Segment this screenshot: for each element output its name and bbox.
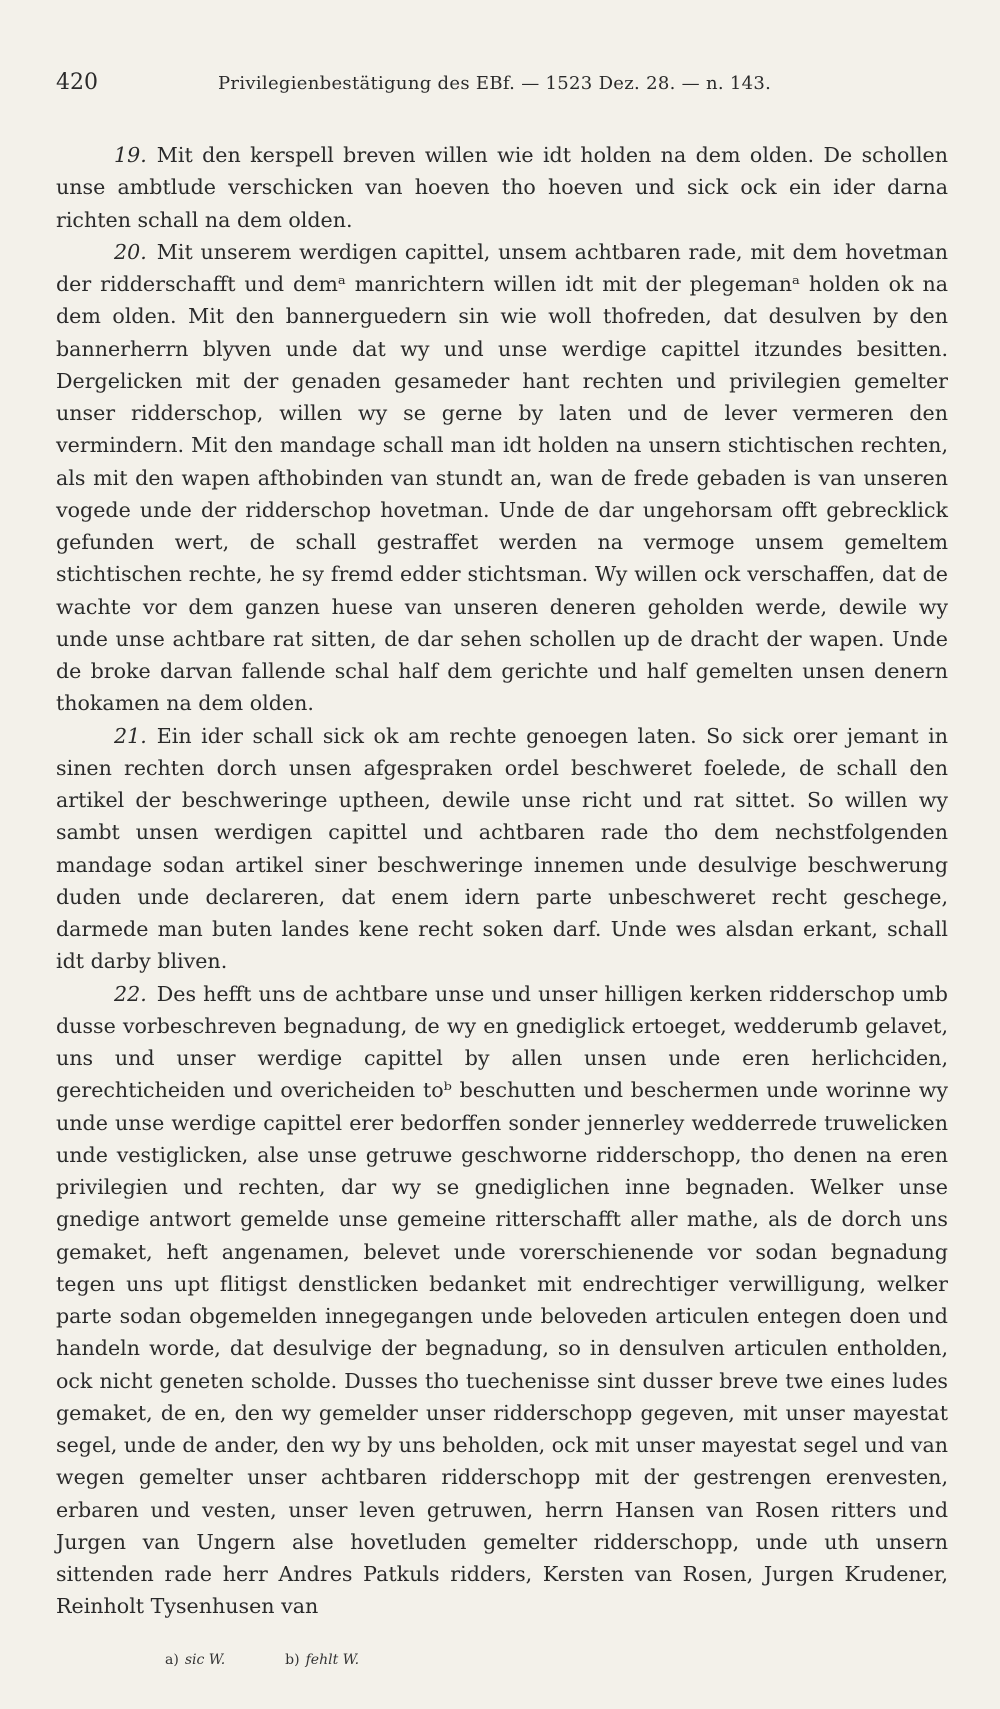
paragraph-number: 21. [114,723,147,748]
paragraph-20 [56,236,948,720]
paragraph-text: Ein ider schall sick ok am rechte genoegen laten. So sick orer jemant in sinen rechten dorch unsen afgespraken ordel beschweret foelede, de schall den artikel der beschweringe uptheen, dewile unse richt und rat sittet. So willen wy sambt unsen werdigen capittel und achtbaren rade tho dem nechstfolgenden mandage sodan artikel siner beschweringe innemen unde desulvige beschwerung duden unde declareren, dat enem idern parte unbeschweret recht geschege, darmede man buten landes kene recht soken darf. Unde wes alsdan erkant, schall idt darby bliven. [56,723,948,974]
body-text [56,139,948,1623]
footnote-a [165,1652,225,1668]
paragraph-number: 20. [114,239,147,264]
footnote-text: sic W. [184,1652,226,1668]
footnotes [165,1652,359,1668]
paragraph-text: Mit unserem werdigen capittel, unsem achtbaren rade, mit dem hovetman der ridderschafft und demᵃ manrichtern willen idt mit der plegemanᵃ holden ok na dem olden. Mit den bannerguedern sin wie woll thofreden, dat desulven by den bannerherrn blyven unde dat wy und unse werdige capittel itzundes besitten. Dergelicken mit der genaden gesameder hant rechten und privilegien gemelter unser ridderschop, willen wy se gerne by laten und de lever vermeren den vermindern. Mit den mandage schall man idt holden na unsern stichtischen rechten, als mit den wapen afthobinden van stundt an, wan de frede gebaden is van unseren vogede unde der ridderschop hovetman. Unde de dar ungehorsam offt gebrecklick gefunden wert, de schall gestraffet werden na vermoge unsem gemeltem stichtischen rechte, he sy fremd edder stichtsman. Wy willen ock verschaffen, dat de wachte vor dem ganzen huese van unseren deneren geholden werde, dewile wy unde unse achtbare rat sitten, de dar sehen schollen up de dracht der wapen. Unde de broke darvan fallende schal half dem gerichte und half gemelten unsen denern thokamen na dem olden. [56,239,948,716]
footnote-label: b) [285,1652,300,1668]
footnote-b [285,1652,359,1668]
paragraph-22 [56,978,948,1623]
page-header [56,70,948,95]
paragraph-number: 22. [114,981,147,1006]
footnote-label: a) [165,1652,179,1668]
footnote-text: fehlt W. [305,1652,360,1668]
paragraph-number: 19. [114,143,147,167]
paragraph-text: Mit den kerspell breven willen wie idt holden na dem olden. De schollen unse ambtlude verschicken van hoeven tho hoeven und sick ock ein ider darna richten schall na dem olden. [56,143,948,232]
paragraph-text: Des hefft uns de achtbare unse und unser hilligen kerken ridderschop umb dusse vorbeschreven begnadung, de wy en gnediglick ertoeget, wedderumb gelavet, uns und unser werdige capittel by allen unsen unde eren herlichciden, gerechticheiden und overicheiden toᵇ beschutten und beschermen unde worinne wy unde unse werdige capittel erer bedorffen sonder jennerley wedderrede truwelicken unde vestiglicken, alse unse getruwe geschworne ridderschopp, tho denen na eren privilegien und rechten, dar wy se gnediglichen inne begnaden. Welker unse gnedige antwort gemelde unse gemeine ritterschafft aller mathe, als de dorch uns gemaket, heft angenamen, belevet unde vorerschienende vor sodan begnadung tegen uns upt flitigst denstlicken bedanket mit endrechtiger verwilligung, welker parte sodan obgemelden innegegangen unde beloveden articulen entegen doen und handeln worde, dat desulvige der begnadung, so in densulven articulen entholden, ock nicht geneten scholde. Dusses tho tuechenisse sint dusser breve twe eines ludes gemaket, de en, den wy gemelder unser ridderschopp gegeven, mit unser mayestat segel, unde de ander, den wy by uns beholden, ock mit unser mayestat segel und van wegen gemelter unser achtbaren ridderschopp mit der gestrengen erenvesten, erbaren und vesten, unser leven getruwen, herrn Hansen van Rosen ritters und Jurgen van Ungern alse hovetluden gemelter ridderschopp, unde uth unsern sittenden rade herr Andres Patkuls ridders, Kersten van Rosen, Jurgen Krudener, Reinholt Tysenhusen van [56,981,948,1619]
paragraph-19 [56,139,948,236]
page-number: 420 [56,70,98,95]
running-title: Privilegienbestätigung des EBf. — 1523 Dez. 28. — n. 143. [218,73,772,94]
paragraph-21 [56,720,948,978]
